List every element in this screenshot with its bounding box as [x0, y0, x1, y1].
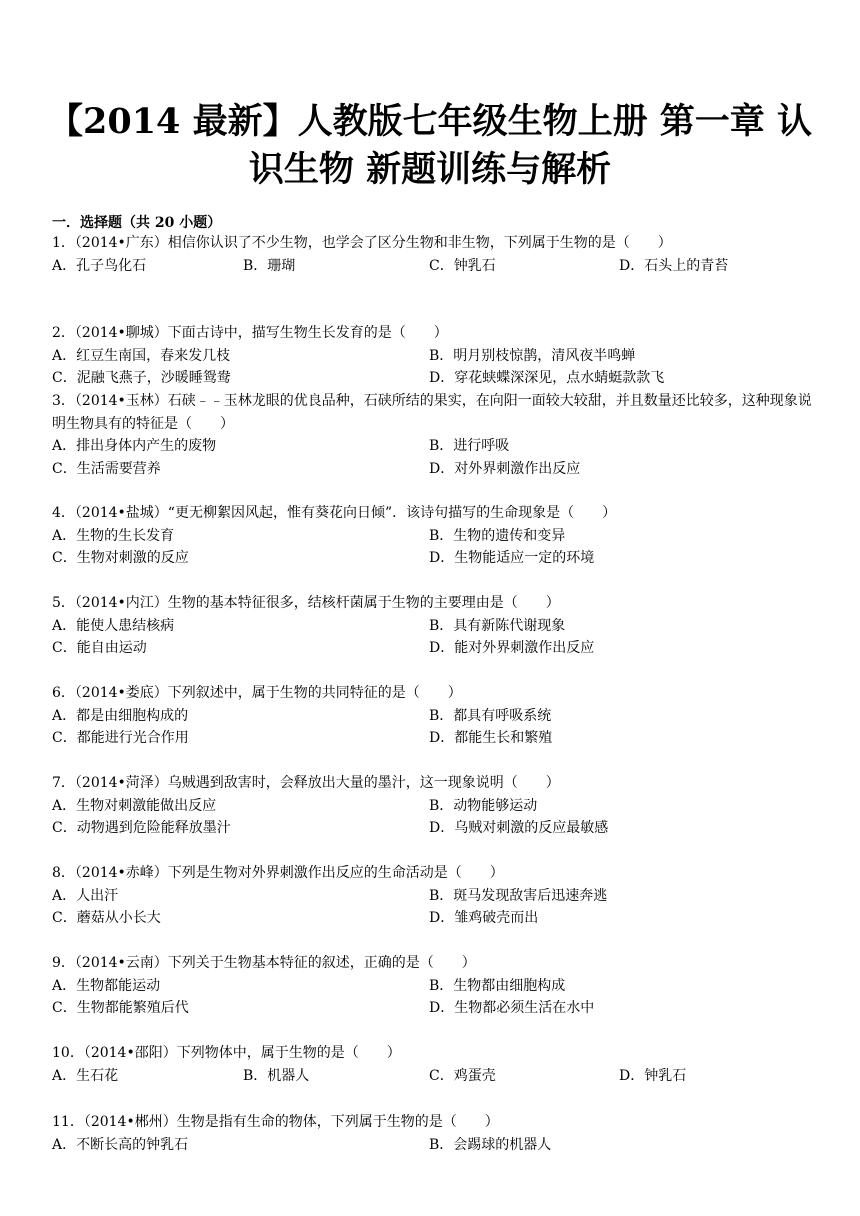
- option-row: [52, 705, 812, 728]
- option-c: C．钟乳石: [429, 257, 496, 274]
- option-b: B．都具有呼吸系统: [429, 707, 552, 724]
- question-stem: 8．（2014•赤峰）下列是生物对外界刺激作出反应的生命活动是（ ）: [52, 865, 504, 881]
- option-c: C．蘑菇从小长大: [52, 910, 161, 926]
- option-d: D．石头上的青苔: [619, 257, 729, 274]
- question-stem: 1．（2014•广东）相信你认识了不少生物，也学会了区分生物和非生物，下列属于生物的是（ ）: [52, 235, 672, 251]
- option-d: D．对外界刺激作出反应: [429, 460, 581, 477]
- option-b: B．珊瑚: [243, 257, 296, 274]
- option-c: C．都能进行光合作用: [52, 730, 189, 746]
- question-10: [52, 1042, 812, 1087]
- option-a: A．红豆生南国，春来发几枝: [52, 347, 231, 364]
- option-a: A．能使人患结核病: [52, 617, 175, 634]
- option-d: D．钟乳石: [619, 1067, 687, 1084]
- question-stem: 10．（2014•邵阳）下列物体中，属于生物的是（ ）: [52, 1045, 401, 1061]
- question-7: [52, 772, 812, 840]
- question-1: [52, 232, 812, 277]
- option-b: B．斑马发现敌害后迅速奔逃: [429, 887, 608, 904]
- section-heading: 一．选择题（共 20 小题）: [52, 215, 222, 231]
- option-a: A．生物都能运动: [52, 977, 161, 994]
- option-row: [52, 1065, 812, 1088]
- option-row: [52, 997, 812, 1020]
- option-d: D．穿花蛱蝶深深见，点水蜻蜓款款飞: [429, 370, 665, 386]
- option-row: [52, 435, 812, 458]
- option-a: A．生物对刺激能做出反应: [52, 797, 217, 814]
- question-11: [52, 1111, 812, 1156]
- option-row: [52, 885, 812, 908]
- question-stem: 11．（2014•郴州）生物是指有生命的物体，下列属于生物的是（ ）: [52, 1114, 499, 1130]
- option-d: D．生物都必须生活在水中: [429, 1000, 595, 1016]
- question-stem: 5．（2014•内江）生物的基本特征很多，结核杆菌属于生物的主要理由是（ ）: [52, 595, 560, 611]
- title-line-1: 【2014 最新】人教版七年级生物上册 第一章 认: [48, 101, 812, 142]
- option-c: C．生物对刺激的反应: [52, 550, 189, 566]
- option-a: A．生石花: [52, 1067, 119, 1084]
- option-c: C．泥融飞燕子，沙暖睡鸳鸯: [52, 370, 231, 386]
- title-line-2: 识生物 新题训练与解析: [248, 149, 612, 190]
- option-b: B．进行呼吸: [429, 438, 510, 454]
- option-c: C．动物遇到危险能释放墨汁: [52, 820, 231, 836]
- question-stem: 2．（2014•聊城）下面古诗中，描写生物生长发育的是（ ）: [52, 325, 448, 341]
- option-d: D．能对外界刺激作出反应: [429, 640, 595, 656]
- option-a: A．都是由细胞构成的: [52, 707, 189, 724]
- option-b: B．具有新陈代谢现象: [429, 617, 566, 634]
- option-row: [52, 255, 812, 278]
- option-row: [52, 525, 812, 548]
- option-c: C．能自由运动: [52, 640, 147, 656]
- question-8: [52, 862, 812, 930]
- option-row: [52, 975, 812, 998]
- option-a: A．不断长高的钟乳石: [52, 1136, 189, 1153]
- option-d: D．乌贼对刺激的反应最敏感: [429, 820, 609, 836]
- option-c: C．生活需要营养: [52, 460, 161, 477]
- option-row: [52, 1134, 812, 1157]
- question-stem: 4．（2014•盐城）“更无柳絮因风起，惟有葵花向日倾”．该诗句描写的生命现象是（ ）: [52, 505, 617, 521]
- option-b: B．生物都由细胞构成: [429, 977, 566, 994]
- question-stem: 9．（2014•云南）下列关于生物基本特征的叙述，正确的是（ ）: [52, 955, 476, 971]
- option-row: [52, 615, 812, 638]
- question-stem: 7．（2014•菏泽）乌贼遇到敌害时，会释放出大量的墨汁，这一现象说明（ ）: [52, 775, 560, 791]
- question-3: [52, 390, 812, 480]
- option-a: A．生物的生长发育: [52, 527, 175, 544]
- question-9: [52, 952, 812, 1020]
- option-c: C．生物都能繁殖后代: [52, 1000, 189, 1016]
- option-row: [52, 367, 812, 390]
- option-row: [52, 637, 812, 660]
- option-b: B．动物能够运动: [429, 797, 538, 814]
- option-c: C．鸡蛋壳: [429, 1067, 496, 1084]
- question-2: [52, 322, 812, 390]
- option-a: A．人出汗: [52, 887, 119, 904]
- option-b: B．生物的遗传和变异: [429, 527, 566, 544]
- option-row: [52, 907, 812, 930]
- question-stem: 6．（2014•娄底）下列叙述中，属于生物的共同特征的是（ ）: [52, 685, 462, 701]
- option-row: [52, 795, 812, 818]
- option-row: [52, 727, 812, 750]
- question-4: [52, 502, 812, 570]
- option-d: D．雏鸡破壳而出: [429, 910, 539, 926]
- option-d: D．生物能适应一定的环境: [429, 550, 595, 566]
- option-row: [52, 345, 812, 368]
- option-a: A．孔子鸟化石: [52, 257, 147, 274]
- option-d: D．都能生长和繁殖: [429, 730, 553, 746]
- option-row: [52, 458, 812, 481]
- question-6: [52, 682, 812, 750]
- option-b: B．会踢球的机器人: [429, 1136, 552, 1153]
- document-title: [0, 98, 860, 194]
- option-b: B．明月别枝惊鹊，清风夜半鸣蝉: [429, 347, 636, 364]
- option-row: [52, 547, 812, 570]
- option-a: A．排出身体内产生的废物: [52, 438, 217, 454]
- option-b: B．机器人: [243, 1067, 310, 1084]
- option-row: [52, 817, 812, 840]
- question-5: [52, 592, 812, 660]
- question-stem: 3．（2014•玉林）石硖﹣﹣玉林龙眼的优良品种，石硖所结的果实，在向阳一面较大较甜，并且数量还比较多，这种现象说明生物具有的特征是（ ）: [52, 393, 812, 432]
